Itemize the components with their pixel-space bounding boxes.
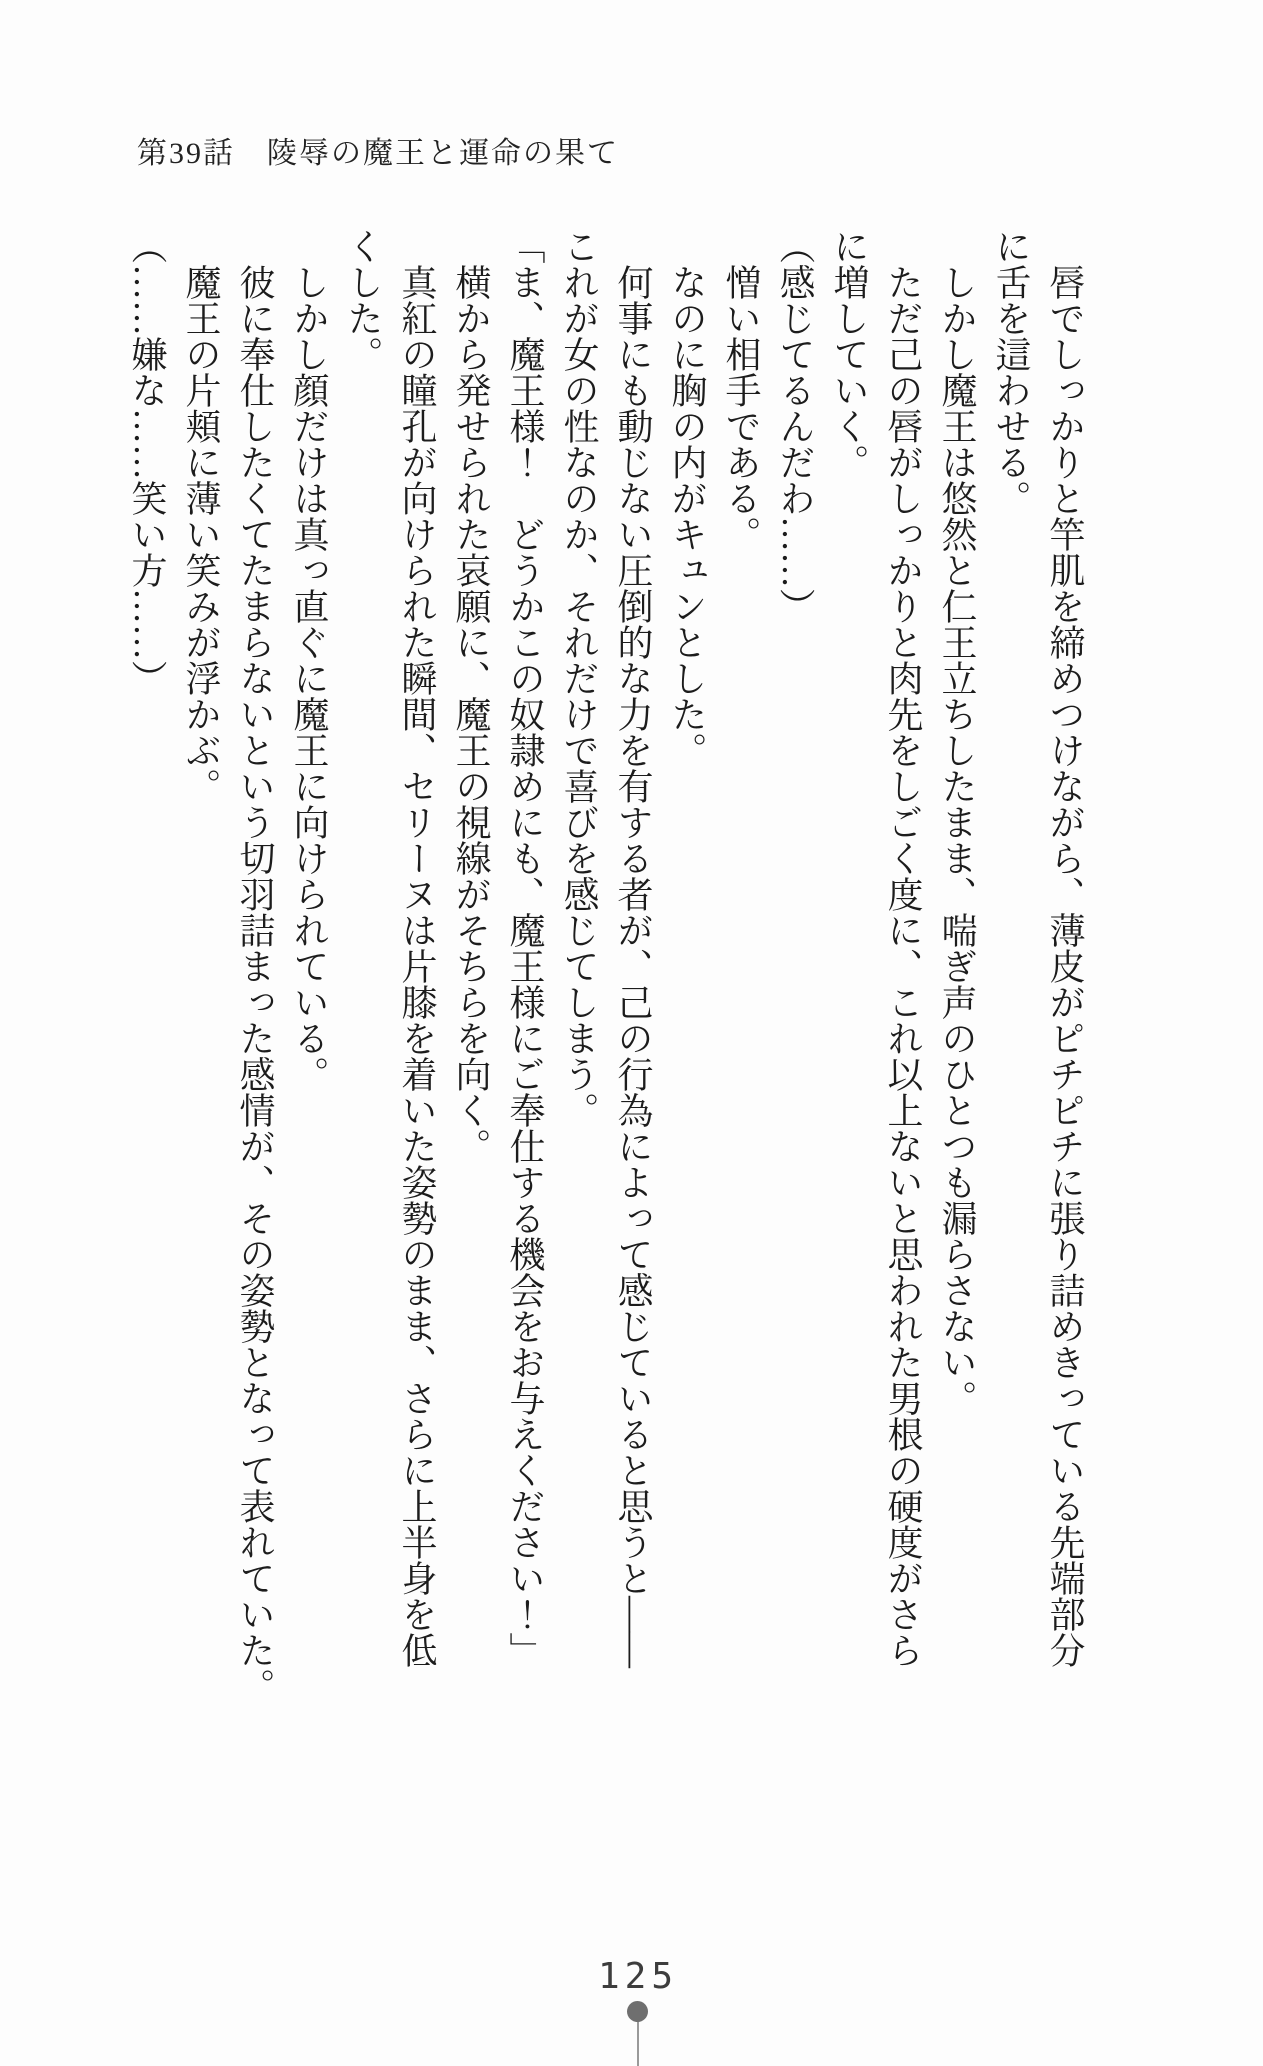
page-number: 125 [597,1956,679,1997]
text-line: （……嫌な……笑い方……） [127,228,167,696]
text-line: （感じてるんだわ……） [775,228,815,624]
text-line: 憎い相手である。 [721,228,761,552]
text-line: 「ま、魔王様！ どうかこの奴隷めにも、魔王様にご奉仕する機会をお与えください！」 [505,228,545,1668]
text-line: 何事にも動じない圧倒的な力を有する者が、己の行為によって感じていると思うと―― [613,228,653,1668]
text-line: しかし顔だけは真っ直ぐに魔王に向けられている。 [289,228,329,1092]
body-text [120,228,1092,1704]
chapter-header: 第39話 陵辱の魔王と運命の果て [137,137,619,170]
text-line: しかし魔王は悠然と仁王立ちしたまま、喘ぎ声のひとつも漏らさない。 [937,228,977,1416]
text-line: これが女の性なのか、それだけで喜びを感じてしまう。 [559,228,599,1128]
text-line: 彼に奉仕したくてたまらないという切羽詰まった感情が、その姿勢となって表れていた。 [235,228,275,1704]
text-line: 魔王の片頬に薄い笑みが浮かぶ。 [181,228,221,804]
text-line: 真紅の瞳孔が向けられた瞬間、セリーヌは片膝を着いた姿勢のまま、さらに上半身を低 [397,228,437,1668]
text-line: なのに胸の内がキュンとした。 [667,228,707,768]
text-line: に増していく。 [829,228,869,480]
footer-ornament-circle [627,2001,648,2022]
text-line: くした。 [343,228,383,372]
text-line: に舌を這わせる。 [991,228,1031,516]
text-line: 唇でしっかりと竿肌を締めつけながら、薄皮がピチピチに張り詰めきっている先端部分 [1045,228,1085,1668]
text-line: ただ己の唇がしっかりと肉先をしごく度に、これ以上ないと思われた男根の硬度がさら [883,228,923,1668]
text-line: 横から発せられた哀願に、魔王の視線がそちらを向く。 [451,228,491,1164]
